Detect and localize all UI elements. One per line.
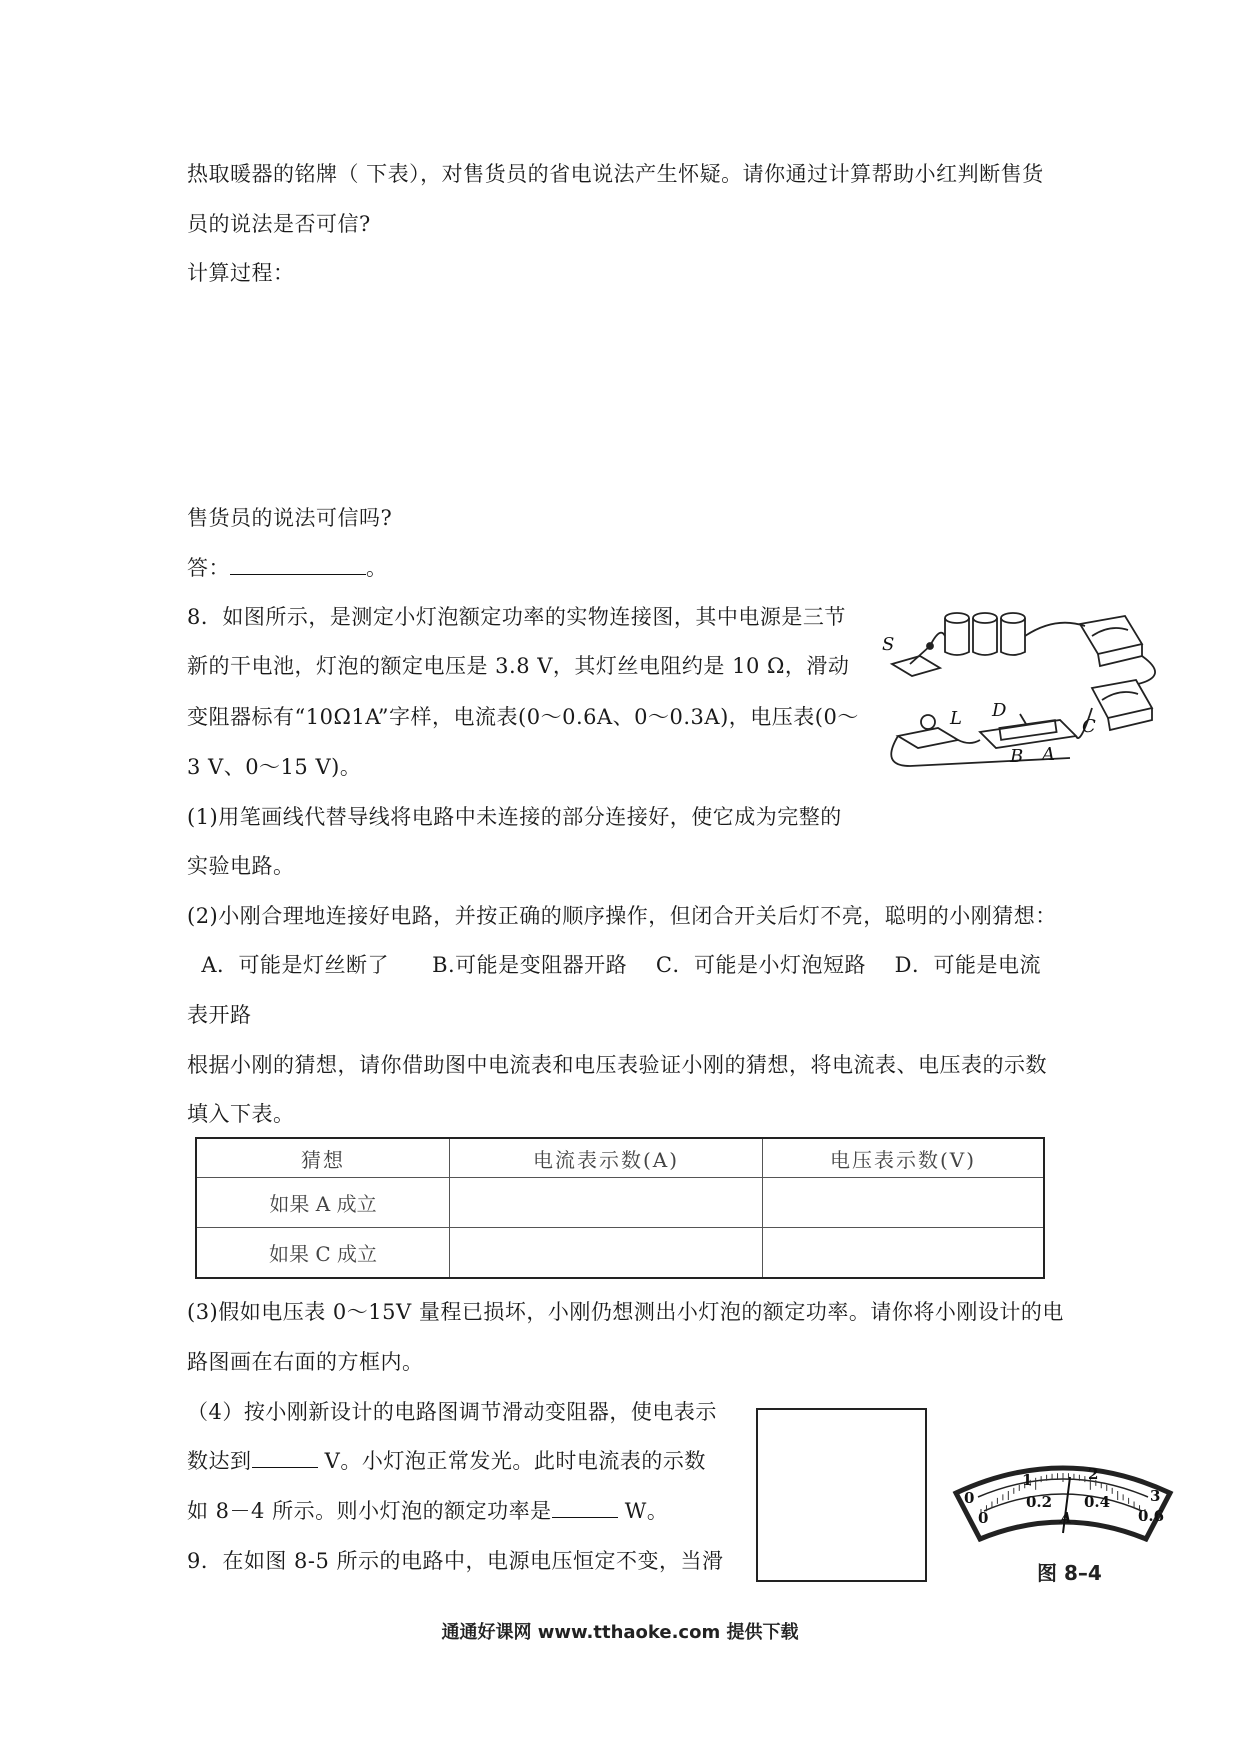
battery-icon <box>945 613 1025 655</box>
table-cell[interactable] <box>763 1227 1045 1278</box>
table-cell[interactable] <box>450 1227 763 1278</box>
table-header: 电流表示数(A) <box>450 1138 763 1178</box>
text-line: 员的说法是否可信? <box>187 212 371 236</box>
text-line: 热取暖器的铭牌（ 下表），对售货员的省电说法产生怀疑。请你通过计算帮助小红判断售货 <box>187 162 1044 186</box>
question-8-text: 新的干电池，灯泡的额定电压是 3.8 V，其灯丝电阻约是 10 Ω，滑动 <box>187 654 850 678</box>
answer-blank[interactable] <box>230 554 366 575</box>
tick-label: 0 <box>978 1509 989 1527</box>
question-8-text: 3 V、0～15 V)。 <box>187 755 362 779</box>
circuit-drawing-box[interactable] <box>756 1408 927 1582</box>
part-3-text: 路图画在右面的方框内。 <box>187 1350 424 1374</box>
answer-label: 答： <box>187 556 230 580</box>
text-line: 计算过程： <box>187 261 295 285</box>
voltmeter-icon <box>1080 616 1142 666</box>
part-3-text: (3)假如电压表 0～15V 量程已损坏，小刚仍想测出小灯泡的额定功率。请你将小刚设计的电 <box>187 1300 1064 1324</box>
table-cell: 如果 A 成立 <box>196 1178 450 1228</box>
lamp-icon <box>898 715 958 748</box>
question-9-text: 9．在如图 8-5 所示的电路中，电源电压恒定不变，当滑 <box>187 1549 724 1573</box>
table-cell: 如果 C 成立 <box>196 1227 450 1278</box>
question-8-text: 8．如图所示，是测定小灯泡额定功率的实物连接图，其中电源是三节 <box>187 605 846 629</box>
part-4-text: V。小灯泡正常发光。此时电流表的示数 <box>317 1449 706 1473</box>
part-4-line <box>187 1447 706 1475</box>
tick-label: 0.2 <box>1026 1493 1053 1511</box>
part-2-text: 填入下表。 <box>187 1102 295 1126</box>
answer-line <box>187 554 388 582</box>
table-row <box>196 1227 1044 1278</box>
tick-label: 1 <box>1022 1471 1033 1489</box>
table-header: 电压表示数(V) <box>763 1138 1045 1178</box>
power-blank[interactable] <box>552 1497 618 1518</box>
label-l: L <box>950 708 962 729</box>
answer-end: 。 <box>366 556 388 580</box>
label-d: D <box>992 700 1007 721</box>
label-s: S <box>882 634 895 655</box>
tick-label: 3 <box>1150 1487 1161 1505</box>
text-line: 售货员的说法可信吗? <box>187 506 393 530</box>
footer-text: 通通好课网 www.tthaoke.com 提供下载 <box>441 1622 799 1643</box>
table-header: 猜想 <box>196 1138 450 1178</box>
voltage-blank[interactable] <box>252 1447 318 1468</box>
part-1-text: 实验电路。 <box>187 854 295 878</box>
part-2-text: 表开路 <box>187 1003 252 1027</box>
ammeter-icon <box>1092 680 1152 730</box>
circuit-diagram <box>880 596 1170 796</box>
part-1-text: (1)用笔画线代替导线将电路中未连接的部分连接好，使它成为完整的 <box>187 805 842 829</box>
table-row <box>196 1178 1044 1228</box>
part-4-line <box>187 1497 668 1525</box>
table-cell[interactable] <box>450 1178 763 1228</box>
guess-table <box>195 1137 1045 1279</box>
unit-label: A <box>1060 1509 1072 1527</box>
part-2-text: (2)小刚合理地连接好电路，并按正确的顺序操作，但闭合开关后灯不亮，聪明的小刚猜想： <box>187 904 1057 928</box>
figure-label: 图 8–4 <box>1037 1561 1102 1585</box>
label-c: C <box>1082 716 1096 737</box>
part-4-text: （4）按小刚新设计的电路图调节滑动变阻器，使电表示 <box>187 1400 717 1424</box>
part-4-text: 数达到 <box>187 1449 252 1473</box>
part-4-text: 如 8－4 所示。则小灯泡的额定功率是 <box>187 1499 552 1523</box>
part-2-options: A．可能是灯丝断了 B.可能是变阻器开路 C．可能是小灯泡短路 D．可能是电流 <box>187 953 1041 977</box>
tick-label: 0.6 <box>1138 1507 1165 1525</box>
question-8-text: 变阻器标有“10Ω1A”字样，电流表(0～0.6A、0～0.3A)，电压表(0～ <box>187 705 859 729</box>
switch-icon <box>892 643 940 676</box>
tick-label: 2 <box>1088 1465 1099 1483</box>
tick-label: 0 <box>964 1489 975 1507</box>
table-cell[interactable] <box>763 1178 1045 1228</box>
tick-label: 0.4 <box>1084 1493 1111 1511</box>
label-a: A <box>1042 744 1055 765</box>
part-2-text: 根据小刚的猜想，请你借助图中电流表和电压表验证小刚的猜想，将电流表、电压表的示数 <box>187 1053 1047 1077</box>
part-4-text: W。 <box>617 1499 669 1523</box>
label-b: B <box>1010 746 1024 767</box>
ammeter-dial <box>948 1455 1178 1555</box>
